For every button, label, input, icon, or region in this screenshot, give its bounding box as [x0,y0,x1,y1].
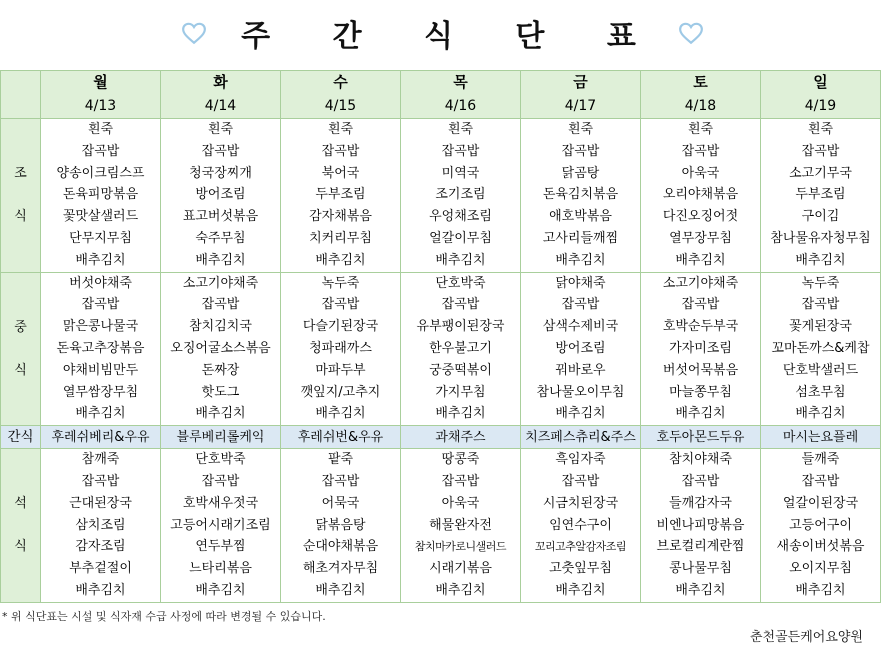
menu-item: 잡곡밥 [201,143,240,159]
menu-item: 두부조림 [795,187,846,203]
menu-item: 방어조림 [195,187,246,203]
menu-item: 고사리들깨찜 [542,230,619,246]
day-name: 화 [213,73,228,91]
menu-cell [41,272,161,426]
menu-item: 잡곡밥 [81,473,120,489]
day-date: 4/17 [564,98,597,114]
menu-item: 부추겉절이 [69,561,132,577]
day-date: 4/18 [684,98,717,114]
menu-item: 참깨죽 [81,452,120,468]
menu-item: 마늘쫑무침 [669,384,732,400]
meal-label-breakfast [1,119,41,273]
menu-item: 오징어굴소스볶음 [170,340,271,356]
menu-item: 닭야채죽 [555,275,606,291]
menu-item: 흰죽 [567,122,594,137]
meal-label-lunch [1,272,41,426]
menu-item: 잡곡밥 [801,297,840,313]
menu-item: 청국장찌개 [189,165,252,181]
menu-item: 잡곡밥 [561,473,600,489]
menu-item: 배추김치 [555,252,606,268]
meal-label-char: 중 [14,319,27,335]
menu-item: 꼬리고추알감자조림 [534,540,627,554]
menu-item: 치커리무침 [309,230,372,246]
menu-item: 꼬마돈까스&케찹 [771,340,870,356]
menu-item: 흰죽 [87,122,114,137]
dinner-row [1,449,881,603]
menu-item: 배추김치 [435,406,486,422]
menu-item: 돈육피망볶음 [62,187,139,203]
menu-item: 참치마카로니샐러드 [414,540,507,554]
menu-cell [761,449,881,603]
menu-item: 잡곡밥 [321,473,360,489]
snack-item: 후레쉬베리&우유 [41,426,161,449]
menu-item: 참치김치국 [189,319,252,335]
menu-item: 단호박샐러드 [782,362,859,378]
menu-cell [41,449,161,603]
menu-item: 흰죽 [207,122,234,137]
menu-item: 우엉채조림 [429,209,492,225]
menu-item: 잡곡밥 [681,297,720,313]
meal-label-dinner [1,449,41,603]
day-header [281,71,401,119]
menu-cell [161,449,281,603]
menu-item: 배추김치 [315,582,366,598]
menu-item: 조기조림 [435,187,486,203]
menu-cell [401,449,521,603]
day-name: 토 [693,73,708,91]
menu-item: 가지무침 [435,384,486,400]
menu-item: 꿔바로우 [555,362,606,378]
snack-item: 과채주스 [401,426,521,449]
menu-cell [521,449,641,603]
snack-item: 마시는요플레 [761,426,881,449]
menu-item: 잡곡밥 [81,297,120,313]
menu-item: 들깨감자국 [669,495,732,511]
day-header [161,71,281,119]
menu-item: 배추김치 [795,406,846,422]
menu-item: 버섯어묵볶음 [662,362,739,378]
menu-cell [521,119,641,273]
menu-item: 순대야채볶음 [302,539,379,555]
menu-item: 배추김치 [795,582,846,598]
menu-item: 어묵국 [321,495,360,511]
menu-item: 참나물오이무침 [536,384,625,400]
day-name: 금 [573,73,588,91]
menu-item: 근대된장국 [69,495,132,511]
menu-item: 궁중떡볶이 [429,362,492,378]
day-name: 일 [813,73,828,91]
day-date: 4/14 [204,98,237,114]
day-date: 4/16 [444,98,477,114]
menu-item: 팥죽 [327,452,354,468]
menu-item: 열무장무침 [669,230,732,246]
title-row [0,8,885,58]
menu-item: 배추김치 [675,582,726,598]
menu-item: 야채비빔만두 [62,362,139,378]
menu-item: 잡곡밥 [81,143,120,159]
day-header [401,71,521,119]
menu-item: 배추김치 [675,252,726,268]
menu-item: 잡곡밥 [561,297,600,313]
menu-item: 시금치된장국 [542,495,619,511]
menu-item: 배추김치 [795,252,846,268]
menu-item: 단무지무침 [69,230,132,246]
menu-item: 맑은콩나물국 [62,319,139,335]
menu-item: 배추김치 [195,252,246,268]
menu-cell [401,119,521,273]
day-name: 월 [93,73,108,91]
menu-item: 애호박볶음 [549,209,612,225]
menu-item: 감자채볶음 [309,209,372,225]
menu-item: 호박새우젓국 [182,495,259,511]
meal-label-char: 식 [14,362,27,378]
menu-cell [521,272,641,426]
menu-item: 참나물유자청무침 [770,230,871,246]
menu-item: 양송이크림스프 [56,165,145,181]
menu-item: 다진오징어젓 [662,209,739,225]
menu-item: 열무쌈장무침 [62,384,139,400]
menu-item: 배추김치 [555,582,606,598]
menu-item: 녹두죽 [321,275,360,291]
menu-cell [281,449,401,603]
menu-item: 해초겨자무침 [302,561,379,577]
menu-cell [761,272,881,426]
menu-item: 고춧잎무침 [549,561,612,577]
menu-item: 얼갈이된장국 [782,495,859,511]
menu-item: 배추김치 [75,582,126,598]
menu-item: 버섯야채죽 [69,275,132,291]
menu-item: 고등어시래기조림 [170,517,271,533]
menu-item: 표고버섯볶음 [182,209,259,225]
menu-item: 임연수구이 [549,517,612,533]
menu-item: 배추김치 [195,582,246,598]
menu-cell [641,272,761,426]
menu-item: 북어국 [321,165,360,181]
menu-item: 콩나물무침 [669,561,732,577]
menu-item: 잡곡밥 [681,473,720,489]
menu-item: 잡곡밥 [561,143,600,159]
menu-item: 땅콩죽 [441,452,480,468]
weekly-menu-table [0,70,881,603]
lunch-row [1,272,881,426]
menu-item: 흰죽 [327,122,354,137]
day-date: 4/19 [804,98,837,114]
menu-item: 잡곡밥 [441,297,480,313]
menu-item: 시래기볶음 [429,561,492,577]
menu-item: 청파래까스 [309,340,372,356]
snack-item: 블루베리롤케익 [161,426,281,449]
menu-item: 한우불고기 [429,340,492,356]
menu-item: 가자미조림 [669,340,732,356]
menu-item: 브로컬리계란찜 [656,539,745,555]
menu-item: 흰죽 [447,122,474,137]
menu-item: 배추김치 [315,406,366,422]
menu-cell [281,272,401,426]
menu-item: 아욱국 [441,495,480,511]
snack-item: 호두아몬드두유 [641,426,761,449]
menu-item: 핫도그 [201,384,240,400]
menu-item: 참치야채죽 [669,452,732,468]
menu-cell [161,272,281,426]
menu-item: 들깨죽 [801,452,840,468]
menu-item: 닭곰탕 [561,165,600,181]
menu-item: 잡곡밥 [201,473,240,489]
footnote: * 위 식단표는 시설 및 식자재 수급 사정에 따라 변경될 수 있습니다. [2,610,326,623]
meal-label-char: 석 [14,496,27,512]
menu-item: 단호박죽 [435,275,486,291]
facility-name: 춘천골든케어요양원 [749,630,863,645]
breakfast-row [1,119,881,273]
menu-item: 감자조림 [75,539,126,555]
day-header-row [1,71,881,119]
menu-item: 잡곡밥 [201,297,240,313]
menu-item: 소고기야채죽 [662,275,739,291]
menu-item: 얼갈이무침 [429,230,492,246]
menu-item: 배추김치 [75,252,126,268]
menu-item: 다슬기된장국 [302,319,379,335]
menu-item: 오이지무침 [789,561,852,577]
meal-label-char: 식 [14,209,27,225]
menu-item: 잡곡밥 [441,473,480,489]
snack-item: 치즈페스츄리&주스 [521,426,641,449]
menu-item: 흑임자죽 [555,452,606,468]
day-name: 수 [333,73,348,91]
menu-item: 배추김치 [675,406,726,422]
menu-item: 깻잎지/고추지 [300,384,381,400]
menu-item: 소고기무국 [789,165,852,181]
menu-item: 잡곡밥 [441,143,480,159]
menu-cell [41,119,161,273]
menu-item: 배추김치 [555,406,606,422]
day-date: 4/13 [84,98,117,114]
menu-item: 소고기야채죽 [182,275,259,291]
menu-item: 미역국 [441,165,480,181]
menu-item: 고등어구이 [789,517,852,533]
day-name: 목 [453,73,468,91]
day-header [41,71,161,119]
menu-item: 아욱국 [681,165,720,181]
menu-item: 잡곡밥 [801,473,840,489]
heart-icon [181,20,207,46]
menu-item: 해물완자전 [429,517,492,533]
menu-item: 녹두죽 [801,275,840,291]
menu-item: 느타리볶음 [189,561,252,577]
menu-item: 잡곡밥 [321,297,360,313]
menu-item: 두부조림 [315,187,366,203]
menu-item: 삼치조림 [75,517,126,533]
menu-item: 마파두부 [315,362,366,378]
menu-item: 꽃게된장국 [789,319,852,335]
menu-cell [641,119,761,273]
snack-item: 후레쉬번&우유 [281,426,401,449]
menu-item: 배추김치 [315,252,366,268]
day-header [761,71,881,119]
menu-item: 잡곡밥 [681,143,720,159]
menu-item: 새송이버섯볶음 [776,539,865,555]
menu-item: 잡곡밥 [321,143,360,159]
menu-cell [401,272,521,426]
menu-item: 배추김치 [435,582,486,598]
menu-item: 구이김 [801,209,840,225]
snack-row [1,426,881,449]
menu-item: 섬초무침 [795,384,846,400]
menu-item: 오리야채볶음 [662,187,739,203]
menu-cell [761,119,881,273]
menu-item: 배추김치 [435,252,486,268]
corner-cell [1,71,41,119]
menu-item: 흰죽 [807,122,834,137]
meal-label-char: 조 [14,166,27,182]
heart-icon [678,20,704,46]
menu-item: 비엔나피망볶음 [656,517,745,533]
day-header [641,71,761,119]
page-title: 주 간 식 단 표 [241,19,662,54]
menu-item: 유부팽이된장국 [416,319,505,335]
menu-item: 호박순두부국 [662,319,739,335]
menu-item: 흰죽 [687,122,714,137]
menu-item: 잡곡밥 [801,143,840,159]
menu-item: 배추김치 [75,406,126,422]
meal-label-char: 식 [14,539,27,555]
menu-item: 돈육고추장볶음 [56,340,145,356]
menu-item: 닭볶음탕 [315,517,366,533]
menu-item: 배추김치 [195,406,246,422]
menu-item: 삼색수제비국 [542,319,619,335]
menu-item: 연두부찜 [195,539,246,555]
menu-item: 단호박죽 [195,452,246,468]
meal-label-snack: 간식 [1,426,41,449]
day-header [521,71,641,119]
day-date: 4/15 [324,98,357,114]
menu-cell [281,119,401,273]
menu-item: 돈짜장 [201,362,240,378]
menu-item: 꽃맛살샐러드 [62,209,139,225]
menu-item: 돈육김치볶음 [542,187,619,203]
menu-cell [641,449,761,603]
menu-cell [161,119,281,273]
menu-item: 방어조림 [555,340,606,356]
menu-item: 숙주무침 [195,230,246,246]
